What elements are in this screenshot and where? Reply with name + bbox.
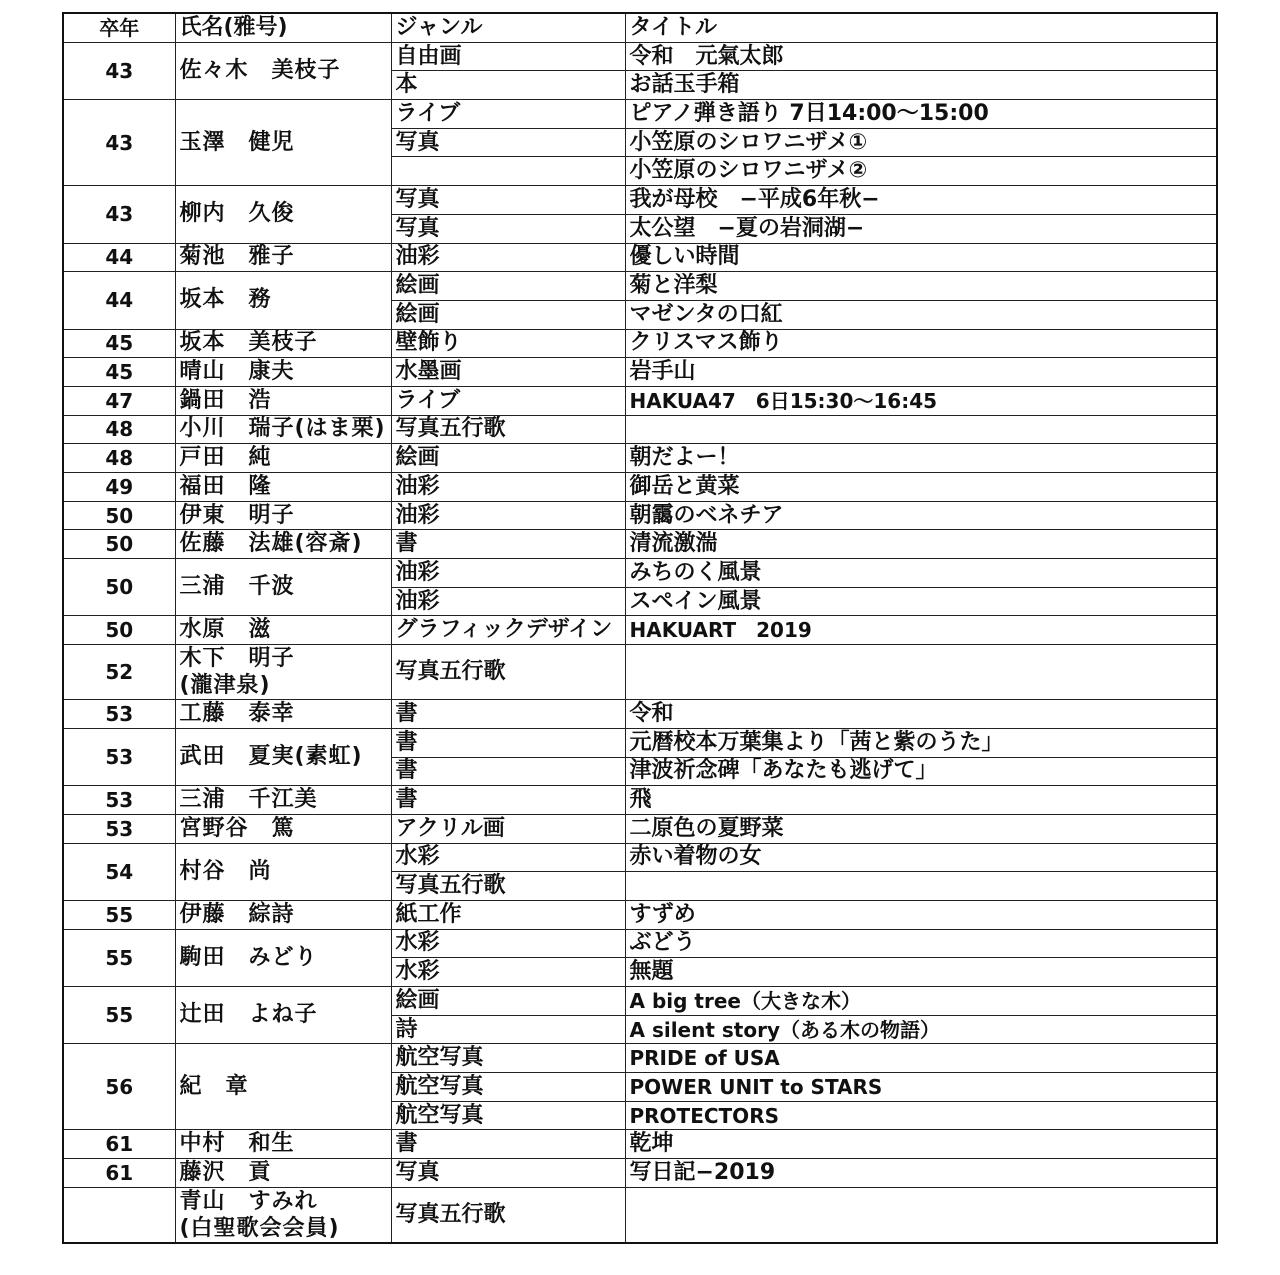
work-title: 飛 — [625, 786, 1217, 815]
work-genre: 写真五行歌 — [391, 872, 625, 901]
graduation-year: 45 — [63, 358, 175, 387]
work-genre: 航空写真 — [391, 1101, 625, 1130]
person-name: 水原 滋 — [175, 616, 391, 645]
person-pen-name: (瀧津泉) — [179, 673, 271, 699]
table-row — [63, 645, 1217, 700]
table-row — [63, 329, 1217, 358]
work-genre: 油彩 — [391, 473, 625, 502]
work-title: 令和 — [625, 700, 1217, 729]
work-genre: 写真 — [391, 128, 625, 157]
table-row — [63, 786, 1217, 815]
graduation-year: 50 — [63, 501, 175, 530]
work-genre: 詩 — [391, 1015, 625, 1044]
work-title — [625, 645, 1217, 700]
person-name: 坂本 美枝子 — [175, 329, 391, 358]
header-genre: ジャンル — [391, 13, 625, 42]
work-genre: 航空写真 — [391, 1044, 625, 1073]
exhibition-table — [62, 12, 1218, 1244]
header-name: 氏名(雅号) — [175, 13, 391, 42]
work-title: A big tree（大きな木） — [625, 987, 1217, 1016]
work-title: 優しい時間 — [625, 243, 1217, 272]
work-genre: 油彩 — [391, 243, 625, 272]
table-row — [63, 415, 1217, 444]
person-name: 武田 夏実(素虹) — [175, 728, 391, 785]
graduation-year: 47 — [63, 386, 175, 415]
work-title: 赤い着物の女 — [625, 843, 1217, 872]
work-title: 岩手山 — [625, 358, 1217, 387]
work-title: クリスマス飾り — [625, 329, 1217, 358]
work-title: PRIDE of USA — [625, 1044, 1217, 1073]
work-title: マゼンタの口紅 — [625, 300, 1217, 329]
person-name: 福田 隆 — [175, 473, 391, 502]
work-genre: 水彩 — [391, 958, 625, 987]
work-title: 二原色の夏野菜 — [625, 814, 1217, 843]
work-genre: 写真五行歌 — [391, 1187, 625, 1243]
work-title: 無題 — [625, 958, 1217, 987]
work-genre: 絵画 — [391, 300, 625, 329]
work-genre: 写真五行歌 — [391, 645, 625, 700]
person-pen-name: (白聖歌会会員) — [179, 1215, 340, 1241]
work-title: 令和 元氣太郎 — [625, 42, 1217, 71]
table-row — [63, 473, 1217, 502]
graduation-year: 44 — [63, 272, 175, 329]
work-genre: 絵画 — [391, 444, 625, 473]
graduation-year: 50 — [63, 616, 175, 645]
graduation-year: 43 — [63, 42, 175, 99]
work-genre: ライブ — [391, 386, 625, 415]
work-genre: 水墨画 — [391, 358, 625, 387]
work-title — [625, 1187, 1217, 1243]
work-title — [625, 872, 1217, 901]
work-genre: 書 — [391, 1130, 625, 1159]
work-genre: 書 — [391, 757, 625, 786]
table-row — [63, 987, 1217, 1016]
table-row — [63, 728, 1217, 757]
graduation-year: 48 — [63, 415, 175, 444]
table-row — [63, 559, 1217, 588]
table-row — [63, 616, 1217, 645]
work-genre: 写真 — [391, 1159, 625, 1188]
work-title — [625, 415, 1217, 444]
work-genre: 紙工作 — [391, 900, 625, 929]
table-row — [63, 42, 1217, 71]
graduation-year: 61 — [63, 1130, 175, 1159]
person-name: 辻田 よね子 — [175, 987, 391, 1044]
work-title: 津波祈念碑「あなたも逃げて」 — [625, 757, 1217, 786]
work-genre: 絵画 — [391, 272, 625, 301]
work-title: 元暦校本万葉集より「茜と紫のうた」 — [625, 728, 1217, 757]
person-name — [175, 645, 391, 700]
table-row — [63, 1187, 1217, 1243]
work-title: 小笠原のシロワニザメ② — [625, 157, 1217, 186]
work-title: お話玉手箱 — [625, 71, 1217, 100]
graduation-year: 45 — [63, 329, 175, 358]
work-title: ピアノ弾き語り 7日14:00〜15:00 — [625, 100, 1217, 129]
table-row — [63, 530, 1217, 559]
work-genre: 航空写真 — [391, 1073, 625, 1102]
exhibition-list-sheet — [62, 12, 1216, 1244]
table-row — [63, 186, 1217, 215]
work-title: A silent story（ある木の物語） — [625, 1015, 1217, 1044]
work-title: 太公望 −夏の岩洞湖− — [625, 214, 1217, 243]
table-row — [63, 358, 1217, 387]
work-genre: 油彩 — [391, 559, 625, 588]
table-row — [63, 100, 1217, 129]
work-title: すずめ — [625, 900, 1217, 929]
work-genre: 本 — [391, 71, 625, 100]
work-genre: 絵画 — [391, 987, 625, 1016]
graduation-year: 56 — [63, 1044, 175, 1130]
table-row — [63, 1159, 1217, 1188]
work-title: PROTECTORS — [625, 1101, 1217, 1130]
graduation-year: 54 — [63, 843, 175, 900]
graduation-year — [63, 1187, 175, 1243]
work-genre: 写真五行歌 — [391, 415, 625, 444]
person-name: 佐々木 美枝子 — [175, 42, 391, 99]
person-name: 工藤 泰幸 — [175, 700, 391, 729]
work-genre: 壁飾り — [391, 329, 625, 358]
table-row — [63, 444, 1217, 473]
work-title: スペイン風景 — [625, 587, 1217, 616]
graduation-year: 50 — [63, 559, 175, 616]
graduation-year: 49 — [63, 473, 175, 502]
graduation-year: 55 — [63, 987, 175, 1044]
person-name: 三浦 千波 — [175, 559, 391, 616]
work-title: ぶどう — [625, 929, 1217, 958]
person-name: 駒田 みどり — [175, 929, 391, 986]
work-title: 乾坤 — [625, 1130, 1217, 1159]
work-genre: アクリル画 — [391, 814, 625, 843]
person-name: 三浦 千江美 — [175, 786, 391, 815]
work-genre — [391, 157, 625, 186]
person-name: 小川 瑞子(はま栗) — [175, 415, 391, 444]
graduation-year: 55 — [63, 900, 175, 929]
header-row — [63, 13, 1217, 42]
person-name: 伊藤 綜詩 — [175, 900, 391, 929]
table-row — [63, 1044, 1217, 1073]
table-row — [63, 272, 1217, 301]
work-title: 小笠原のシロワニザメ① — [625, 128, 1217, 157]
table-row — [63, 900, 1217, 929]
work-genre: 油彩 — [391, 587, 625, 616]
graduation-year: 48 — [63, 444, 175, 473]
person-name-line: 青山 すみれ — [179, 1188, 318, 1214]
person-name: 藤沢 貢 — [175, 1159, 391, 1188]
person-name: 晴山 康夫 — [175, 358, 391, 387]
person-name-line: 木下 明子 — [179, 646, 295, 672]
work-genre: ライブ — [391, 100, 625, 129]
work-title: みちのく風景 — [625, 559, 1217, 588]
graduation-year: 52 — [63, 645, 175, 700]
person-name: 佐藤 法雄(容斎) — [175, 530, 391, 559]
person-name: 戸田 純 — [175, 444, 391, 473]
graduation-year: 53 — [63, 814, 175, 843]
work-title: 菊と洋梨 — [625, 272, 1217, 301]
table-row — [63, 843, 1217, 872]
graduation-year: 53 — [63, 728, 175, 785]
graduation-year: 61 — [63, 1159, 175, 1188]
graduation-year: 43 — [63, 186, 175, 243]
person-name — [175, 1187, 391, 1243]
graduation-year: 53 — [63, 700, 175, 729]
work-genre: グラフィックデザイン — [391, 616, 625, 645]
table-body — [63, 42, 1217, 1243]
work-genre: 書 — [391, 786, 625, 815]
work-genre: 写真 — [391, 214, 625, 243]
work-genre: 水彩 — [391, 843, 625, 872]
header-title: タイトル — [625, 13, 1217, 42]
work-genre: 水彩 — [391, 929, 625, 958]
table-row — [63, 386, 1217, 415]
person-name: 玉澤 健児 — [175, 100, 391, 186]
work-title: 朝靄のベネチア — [625, 501, 1217, 530]
graduation-year: 43 — [63, 100, 175, 186]
work-title: HAKUART 2019 — [625, 616, 1217, 645]
graduation-year: 53 — [63, 786, 175, 815]
table-row — [63, 700, 1217, 729]
work-title: 御岳と黄菜 — [625, 473, 1217, 502]
person-name: 紀 章 — [175, 1044, 391, 1130]
person-name: 坂本 務 — [175, 272, 391, 329]
graduation-year: 50 — [63, 530, 175, 559]
table-row — [63, 929, 1217, 958]
graduation-year: 55 — [63, 929, 175, 986]
work-title: 我が母校 −平成6年秋− — [625, 186, 1217, 215]
person-name: 菊池 雅子 — [175, 243, 391, 272]
work-title: HAKUA47 6日15:30〜16:45 — [625, 386, 1217, 415]
person-name: 鍋田 浩 — [175, 386, 391, 415]
person-name: 宮野谷 篤 — [175, 814, 391, 843]
work-genre: 写真 — [391, 186, 625, 215]
work-genre: 油彩 — [391, 501, 625, 530]
header-year: 卒年 — [63, 13, 175, 42]
person-name: 柳内 久俊 — [175, 186, 391, 243]
work-genre: 書 — [391, 728, 625, 757]
table-row — [63, 501, 1217, 530]
work-title: 朝だよー！ — [625, 444, 1217, 473]
graduation-year: 44 — [63, 243, 175, 272]
work-title: 写日記−2019 — [625, 1159, 1217, 1188]
work-genre: 書 — [391, 700, 625, 729]
person-name: 中村 和生 — [175, 1130, 391, 1159]
table-row — [63, 1130, 1217, 1159]
work-genre: 自由画 — [391, 42, 625, 71]
person-name: 伊東 明子 — [175, 501, 391, 530]
work-genre: 書 — [391, 530, 625, 559]
work-title: 清流激湍 — [625, 530, 1217, 559]
person-name: 村谷 尚 — [175, 843, 391, 900]
work-title: POWER UNIT to STARS — [625, 1073, 1217, 1102]
table-row — [63, 814, 1217, 843]
table-row — [63, 243, 1217, 272]
